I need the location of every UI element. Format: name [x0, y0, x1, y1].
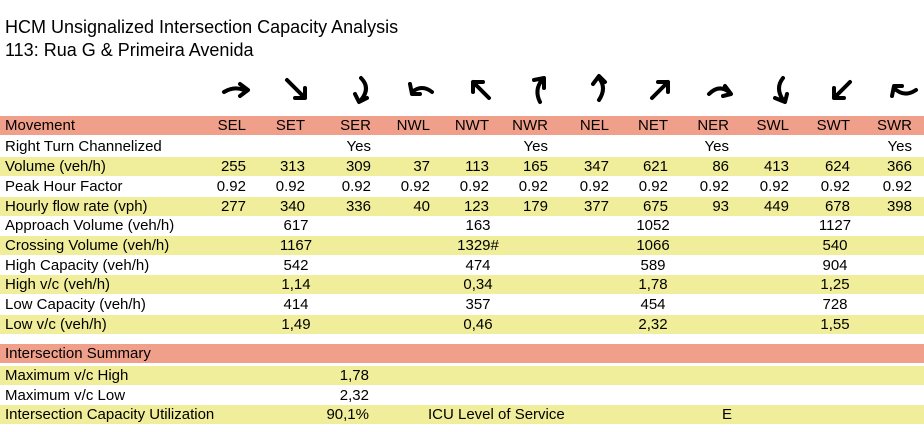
column-header: SWR — [877, 117, 912, 134]
column-header: NET — [638, 117, 668, 134]
table-cell: 1167 — [279, 237, 313, 254]
table-row — [0, 177, 924, 196]
icu-los-value: E — [721, 406, 732, 423]
table-cell: 1,78 — [638, 276, 668, 293]
row-label: Low v/c (veh/h) — [5, 316, 107, 333]
table-cell: 357 — [465, 296, 491, 313]
table-cell: 0.92 — [579, 178, 609, 195]
table-cell: 1127 — [818, 217, 852, 234]
table-cell: 37 — [413, 158, 430, 175]
column-header: SEL — [217, 117, 246, 134]
table-cell: 0.92 — [518, 178, 548, 195]
table-cell: Yes — [523, 138, 548, 155]
table-cell: Yes — [887, 138, 912, 155]
row-label: Crossing Volume (veh/h) — [5, 237, 170, 254]
table-cell: 277 — [220, 198, 246, 215]
summary-value: 1,78 — [339, 367, 369, 384]
table-row — [0, 315, 924, 334]
table-cell: 0.92 — [400, 178, 430, 195]
table-cell: 40 — [413, 198, 430, 215]
table-cell: 621 — [642, 158, 668, 175]
table-cell: 474 — [465, 257, 491, 274]
movement-icons-row — [0, 70, 924, 110]
swt-arrow-icon — [822, 70, 862, 110]
nel-arrow-icon — [581, 70, 621, 110]
table-cell: 0.92 — [275, 178, 305, 195]
table-cell: 309 — [345, 158, 371, 175]
table-cell: 1066 — [636, 237, 670, 254]
table-row — [0, 216, 924, 235]
column-header: NWR — [512, 117, 548, 134]
table-cell: Yes — [346, 138, 371, 155]
table-cell: 1,55 — [820, 316, 850, 333]
table-cell: 0.92 — [638, 178, 668, 195]
movement-header-row — [0, 116, 924, 135]
nwt-arrow-icon — [461, 70, 501, 110]
table-row — [0, 256, 924, 275]
table-cell: 540 — [822, 237, 848, 254]
table-cell: 0.92 — [882, 178, 912, 195]
table-cell: 179 — [522, 198, 548, 215]
column-header: NER — [697, 117, 729, 134]
table-cell: 163 — [465, 217, 491, 234]
summary-value: 2,32 — [339, 387, 369, 404]
nwr-arrow-icon — [520, 70, 560, 110]
table-cell: 340 — [279, 198, 305, 215]
column-header: SER — [340, 117, 371, 134]
table-cell: 414 — [283, 296, 309, 313]
intersection-name: 113: Rua G & Primeira Avenida — [5, 40, 254, 60]
table-cell: 0.92 — [216, 178, 246, 195]
ser-arrow-icon — [343, 70, 383, 110]
table-cell: 0,34 — [463, 276, 493, 293]
table-cell: 123 — [463, 198, 489, 215]
table-cell: 0.92 — [759, 178, 789, 195]
table-row — [0, 295, 924, 314]
column-header: SWT — [816, 117, 850, 134]
column-header: NWT — [454, 117, 489, 134]
row-label: Movement — [5, 117, 76, 134]
table-row — [0, 197, 924, 216]
row-label: Approach Volume (veh/h) — [5, 217, 175, 234]
summary-row — [0, 405, 924, 424]
table-cell: 255 — [220, 158, 246, 175]
table-cell: 0.92 — [699, 178, 729, 195]
sel-arrow-icon — [218, 70, 258, 110]
table-cell: 589 — [640, 257, 666, 274]
row-label: Right Turn Channelized — [5, 138, 162, 155]
table-cell: 1052 — [636, 217, 670, 234]
column-header: SET — [275, 117, 305, 134]
table-row — [0, 236, 924, 255]
table-cell: 454 — [640, 296, 666, 313]
report-title: HCM Unsignalized Intersection Capacity Analysis — [5, 17, 399, 37]
summary-value: 90,1% — [326, 406, 369, 423]
table-cell: 336 — [345, 198, 371, 215]
table-cell: 0.92 — [820, 178, 850, 195]
table-cell: 377 — [583, 198, 609, 215]
row-label: High v/c (veh/h) — [5, 276, 111, 293]
table-cell: 86 — [712, 158, 729, 175]
swr-arrow-icon — [884, 70, 924, 110]
column-header: SWL — [756, 117, 789, 134]
table-cell: 347 — [583, 158, 609, 175]
swl-arrow-icon — [761, 70, 801, 110]
table-cell: 398 — [886, 198, 912, 215]
row-label: Intersection Capacity Utilization — [5, 406, 215, 423]
column-header: NWL — [396, 117, 430, 134]
set-arrow-icon — [277, 70, 317, 110]
nwl-arrow-icon — [402, 70, 442, 110]
table-cell: 1,14 — [281, 276, 311, 293]
table-cell: 2,32 — [638, 316, 668, 333]
row-label: Hourly flow rate (vph) — [5, 198, 148, 215]
table-row — [0, 137, 924, 156]
table-cell: 904 — [822, 257, 848, 274]
table-row — [0, 275, 924, 294]
table-cell: 93 — [712, 198, 729, 215]
net-arrow-icon — [640, 70, 680, 110]
row-label: Maximum v/c Low — [5, 387, 126, 404]
table-cell: 0.92 — [341, 178, 371, 195]
ner-arrow-icon — [701, 70, 741, 110]
table-cell: 449 — [763, 198, 789, 215]
table-cell: Yes — [704, 138, 729, 155]
row-label: Peak Hour Factor — [5, 178, 123, 195]
row-label: Low Capacity (veh/h) — [5, 296, 146, 313]
icu-los-label: ICU Level of Service — [428, 406, 565, 423]
table-cell: 728 — [822, 296, 848, 313]
table-cell: 617 — [283, 217, 309, 234]
table-cell: 313 — [279, 158, 305, 175]
table-cell: 366 — [886, 158, 912, 175]
table-cell: 0.92 — [459, 178, 489, 195]
row-label: Maximum v/c High — [5, 367, 129, 384]
table-cell: 1329# — [457, 237, 499, 254]
table-cell: 624 — [824, 158, 850, 175]
table-row — [0, 157, 924, 176]
table-cell: 542 — [283, 257, 309, 274]
table-cell: 413 — [763, 158, 789, 175]
summary-row — [0, 386, 924, 405]
table-cell: 678 — [824, 198, 850, 215]
summary-row — [0, 366, 924, 385]
column-header: NEL — [579, 117, 609, 134]
row-label: Volume (veh/h) — [5, 158, 106, 175]
table-cell: 165 — [522, 158, 548, 175]
table-cell: 675 — [642, 198, 668, 215]
row-label: Intersection Summary — [5, 345, 151, 362]
table-cell: 1,25 — [820, 276, 850, 293]
summary-header-row — [0, 344, 924, 363]
table-cell: 1,49 — [281, 316, 311, 333]
table-cell: 113 — [465, 158, 489, 175]
table-cell: 0,46 — [463, 316, 493, 333]
row-label: High Capacity (veh/h) — [5, 257, 150, 274]
